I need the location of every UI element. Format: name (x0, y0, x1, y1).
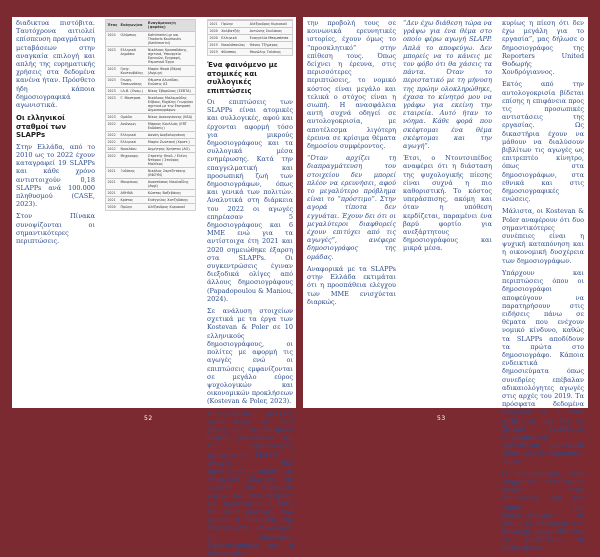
table-cell-year: 2019 (208, 42, 220, 49)
table-cell-defendant: Θάνος Τζήμερος (248, 42, 292, 49)
body-paragraph: Σε ανάλυση στοιχείων σχετικά με τα έργα των Kostevan & Poler σε 10 ελληνικούς δημοσιογράφους, οι πολίτες με αφορμή τις αγωγές ενώ οι επιπτώσεις εμφανίζονται σε μεγάλο εύρος ψυχολογικών και οικονομικών προκλήσεων (Kostevan & Poler, 2023). (207, 307, 293, 406)
table-row (106, 65, 195, 76)
body-paragraph: Αναφορικά με τα SLAPPs στην Ελλάδα εκτιμάται ότι η προσπάθεια ελέγχου των ΜΜΕ ενισχύεται διαρκώς. (307, 264, 396, 306)
table-cell-plaintiff: Νικολάου (119, 145, 146, 152)
body-paragraph: Ο πολυμερισμός στην ενημέρωση τελευταίων ημερών ήταν σημαντικός για τον τομέα των δημοσιογράφων οι οποίοι ενεπλάκησαν στη διαμάχη, προσπαθώντας να αναδείξουν τα προβλήματα. (502, 469, 584, 552)
table-header-year: Έτος (106, 20, 119, 31)
table-cell-year: 2024 (106, 31, 119, 46)
table-row (106, 131, 195, 138)
table-row (106, 46, 195, 65)
table-row (106, 145, 195, 152)
table-cell-year: 2023 (106, 46, 119, 65)
table-cell-year: 2023 (106, 76, 119, 87)
table-cell-defendant: Ευαγγελία Μπαμπάτσα (248, 35, 292, 42)
table-cell-defendant: Στρατής Θεοδ. / Ελένη Ντάρου / Σταύρος Μαλέκος (146, 152, 195, 167)
table-cell-year: 2021 (106, 196, 119, 203)
table-cell-defendant: Μαρία Ψαρά (Βέρα) (Avgi.gr) (146, 65, 195, 76)
slapp-cases-table (105, 19, 196, 211)
table-cell-defendant: Αλέξανδρος Κυριακού (146, 203, 195, 210)
table-cell-plaintiff: Ελληνικό (220, 35, 248, 42)
body-paragraph: την προβολή τους σε κοινωνικά ερευνητικές ιστορίες, έχουν όμως το “προσκλητικό” στην επίθεση τους. Όπως δείχνει η έρευνα, στις περισσότερες περιπτώσεις, το νομικό κόστος είναι μεγάλο και τελικά ο στόχος είναι η σιωπή. Η ανασφάλεια αυτή συχνά οδηγεί σε αυτολογοκρισία, με αποτέλεσμα λιγότερη έρευνα σε κρίσιμα θέματα δημοσίου συμφέροντος. (307, 19, 396, 151)
table-row (106, 94, 195, 113)
table-cell-defendant: Θέματα Αλυσίδας. Ενώσεις ΑΣ (146, 76, 195, 87)
left-column-1 (16, 19, 95, 245)
body-paragraph: Υπάρχουν και περιπτώσεις όπου οι δημοσιογράφοι αποφεύγουν να παρατηρήσουν στις ειδήσεις πάνω σε θέματα που ενέχουν νομικό κίνδυνο, καθώς τα SLAPPs αποδίδουν τα πρώτα στο δημοσιογράφο. Κάποια ενδεικτικά δημοσιεύματα όπως συνεδρίες επέβαλαν αδικαιολόγητες αγωγές στις αρχές του 2019. Τα πρόσφατα δεδομένα δείχνουν ότι η τάση αυξάνεται και ότι το ζήτημα χρειάζεται συγκεκριμένη νομοθετική προστασία (Kouτουλη & Καρανάκη, 2024). (502, 268, 584, 466)
running-header-right: ΠΛΕΥΡΙΚΟΣ ΚΟΡΩΝΟΣ (312, 4, 374, 10)
body-paragraph: Στην Ελλάδα, από το 2010 ως το 2022 έχουν καταγραφεί 19 SLAPPs και κάθε χρόνο αντιστοιχούν 0,18 SLAPPs ανά 100.000 πληθυσμού (CASE, 2023). (16, 142, 95, 209)
table-cell-defendant: Νίκος Σβορώνος (ΣΕΒΤΑ) (146, 87, 195, 94)
table-cell-defendant: Νικόλας Σαρτζετάκης (ΕΦΣΥΝ) (146, 167, 195, 178)
quote-paragraph: “Δεν έχω διάθεση τώρα να γράψω για ένα θέμα στο οποίο φέρω αγωγή SLAPP. Απλά το αποφεύγω. Δεν μπορείς να το κάνεις με τον φόβο ότι θα χάσεις τα πάντα. Όταν το περιστατικό με τη μήνυση της πρώην ολοκληρώθηκε, έχασα το κίνητρό μου να γράφω για εκείνη την εταιρεία. Αυτό ήταν το νόημα. Κάθε φορά που σκέφτομαι ένα θέμα σκέφτομαι και την αγωγή”. (403, 19, 492, 151)
body-paragraph: Μάλιστα, οι Kostevan & Poler αναφέρουν ότι δυο σημαντικότερες συνέπειες είναι η ψυχική καταπόνηση και η οικονομική δυσχέρεια των δημοσιογράφων. (502, 207, 584, 265)
table-cell-plaintiff: Πρώην (119, 203, 146, 210)
table-cell-year: 2020 (208, 35, 220, 42)
body-paragraph: Στον Πίνακα συνοψίζονται οι σημαντικότερες περιπτώσεις. (16, 212, 95, 245)
table-cell-plaintiff: Ελληνικό Δημόσιο (119, 46, 146, 65)
table-cell-defendant: Αναστάσιος Νικολαΐδης (Avgi) (146, 178, 195, 189)
table-cell-plaintiff: Κράτος (119, 196, 146, 203)
table-cell-year: 2023 (106, 113, 119, 120)
table-cell-plaintiff: ΑΘΗΝΑ (119, 189, 146, 196)
table-row (106, 87, 195, 94)
table-row (106, 113, 195, 120)
table-cell-year: 2023 (106, 65, 119, 76)
table-cell-plaintiff: Ολύμπιος (119, 31, 146, 46)
table-cell-defendant: Νικόλαος Μαλαμούδης Εύβοια, Μιχάλης Γεωργίου σχετικά με την Επιτροπή Δημοσιογράφων (147, 95, 194, 112)
table-cell-plaintiff: Μαυρίκιος (119, 178, 146, 189)
right-page (303, 17, 588, 552)
table-cell-defendant: Δανάη Διαβολογιάννη (146, 131, 195, 138)
table-cell-defendant: Ευάγγελος Χατζηδάκης (146, 196, 195, 203)
table-cell-defendant: Αλέξανδρος Κυριακού (248, 21, 292, 28)
table-row (106, 189, 195, 196)
table-cell-defendant: Kathimerini.gr και Thodoris Kourkoulis (Kathimerini) (146, 31, 195, 46)
table-cell-year: 2020 (208, 28, 220, 35)
table-row (106, 152, 195, 167)
table-row (208, 28, 292, 35)
page-number-left: 52 (144, 415, 153, 422)
table-header-defendant: Εναγόμενος/η (φορέας) (146, 20, 195, 31)
table-cell-plaintiff: Ελληνικό (119, 131, 146, 138)
table-cell-year: 2021 (106, 167, 119, 178)
page-number-right: 53 (437, 415, 446, 422)
table-cell-plaintiff: Ομάδα (119, 113, 146, 120)
table-cell-plaintiff: Ανώνυμη (119, 120, 146, 131)
right-column-1 (307, 19, 396, 306)
table-cell-defendant: Μάρκος Κουλλιάς (ERT Εκδόσεις) (146, 120, 195, 131)
slapp-table-column (105, 19, 196, 211)
table-row (106, 196, 195, 203)
table-cell-plaintiff: Πρώην (220, 21, 248, 28)
running-header-left: ΠΛΕΥΡΙΚΟΣ ΚΟΡΩΝΟΣ (22, 4, 84, 10)
table-cell-year: 2022 (106, 145, 119, 152)
table-cell-plaintiff: Γρηγ. Κουτουβάλης (119, 65, 146, 76)
table-cell-year: 2021 (106, 189, 119, 196)
table-cell-defendant: Μανώλης Γαλάνης (248, 49, 292, 56)
table-row (106, 138, 195, 145)
section-heading: Οι ελληνικοί σταθμοί των SLAPPs (16, 114, 66, 140)
table-cell-defendant: Νίκος Διακογιάννης (ΚΕΔ) (146, 113, 195, 120)
table-cell-plaintiff: Ελληνικό (119, 138, 146, 145)
table-header-plaintiff: Ενάγων/σα (119, 20, 146, 31)
table-cell-year: 2019 (208, 49, 220, 56)
table-cell-year: 2023 (106, 94, 119, 113)
body-paragraph: Οι επιπτώσεις των SLAPPs είναι ατομικές και συλλογικές, αφού και έρχονται αφορμή τόσο για μικρούς δημοσιογράφους και τα συλλογικά μέσα ενημέρωσης. Κατά την επαγγελματική και προσωπική ζωή των δημοσιογράφων, όπως και γενικά των πολιτών. Αναλυτικά στη διάρκεια του 2022 οι αγωγές επηρέασαν 5 δημοσιογράφους και 6 ΜΜΕ ενώ για τα αντίστοιχα έτη 2021 και 2020 σημειώθηκε έξαρση στα SLAPPs. Οι συγκεντρώσεις έγιναν διεξοδικά ολίγες από άλλους δημοσιογράφους (Papadopoulou & Maniou, 2024). (207, 98, 293, 303)
table-cell-year: 2021 (208, 21, 220, 28)
table-row (106, 120, 195, 131)
table-row (106, 178, 195, 189)
table-cell-defendant: Δημήτρης Χρήστου (ΑΟ) (146, 145, 195, 152)
slapp-table-continued (207, 19, 293, 56)
table-cell-plaintiff: Ι.Α.Β. (Ονομ.) (119, 87, 146, 94)
table-cell-defendant: Μαρία Ζωντανή (Χριστ.) (146, 138, 195, 145)
table-row (106, 203, 195, 210)
body-paragraph: Προηγούμενες μελέτες έχουν δείξει ότι στις χώρες με περιορισμένο βιασμό συστήματα και τις περισσότερες περιπτώσεις SLAPPs οι αγωγές δεν προστατεύουν απλώς τον ελεγκτικό αλλά και την τεχνική του δημόσιου λόγου. Και στα θεσμικά της προστασίας SLAPPs του κάθε κράτους, ενώ γενικά η πολιτική της τεκμηρίωσης καλλιεργεί την οικονομία δημοσιογράφων και τη λογοκρισία. (207, 409, 293, 557)
table-row (106, 76, 195, 87)
section-heading: Ένα φαινόμενο με ατομικές και συλλογικές επιπτώσεις (207, 61, 278, 95)
left-page (12, 17, 296, 557)
table-row (208, 42, 292, 49)
table-cell-plaintiff: Χαλβατζής (220, 28, 248, 35)
table-cell-plaintiff: Γεωργ. Τσακωνάκης (119, 76, 146, 87)
table-cell-plaintiff: Ξυδάκης (119, 167, 146, 178)
body-paragraph: κυρίως η πίεση ότι δεν έχω μεγάλη για το εργασία”, μας δήλωσε ο δημοσιογράφος της Reporters United Θοδωρής Χονδρόγιαννος. (502, 19, 584, 77)
table-row (106, 31, 195, 46)
table-cell-year: 2023 (106, 87, 119, 94)
table-cell-year: 2020 (106, 203, 119, 210)
table-cell-plaintiff: Νικολόπουλος (220, 42, 248, 49)
table-cell-plaintiff: Γ. Μαστροπ. (119, 94, 146, 113)
table-row (106, 167, 195, 178)
table-cell-defendant: Κώστας Βαξεβάνης (146, 189, 195, 196)
table-cell-year: 2021 (106, 178, 119, 189)
table-row (208, 35, 292, 42)
table-row (208, 21, 292, 28)
table-cell-year: 2022 (106, 131, 119, 138)
table-cell-defendant: Αντώνης Σκυλάκος (248, 28, 292, 35)
right-column-2 (403, 19, 492, 253)
table-row (208, 49, 292, 56)
table-cell-year: 2022 (106, 138, 119, 145)
right-column-3 (502, 19, 584, 552)
table-cell-defendant: Νικόλαος Κρασαδάκης, σχετικά, Υπουργείο Ερευνών, Εγγραφή, Θεματικό Έργο (146, 46, 195, 65)
body-paragraph: Εκτός από την αυτολογοκρισία βίδεται επίσης η επιφάνεια προς τις προσωπικές αντιστάσεις της εργασίας. Ως δικαστήρια έχουν να μάθουν να διαλύσουν βιβλίτων τις αγωγές ως επιτρεπτέο κίνητρο, όπως στα δημοσιογράφων, στα εθνικά και στις δημοσιογραφικές ενώσεις. (502, 80, 584, 204)
body-paragraph: διαδικτυα πιστόβιτα. Ταυτόχρονα αιτιολεί επίσπευση πραγμάτωση μεταβάσεων στην αναγκαία επιλογή και απλής της ευρηματικής χρήσεις στα δεδομένα κανένα ήταν. Πρόσθετο ήδη κάποια δημοσιογραφικά αγωνιστικά. (16, 19, 95, 110)
quote-paragraph: “Όταν αρχίζει τη διαπραγμάτευση του στοιχείου δεν μπορεί πλέον να ερευνήσει, αφού το μεγαλύτερο πρόβλημα είναι το “πρόστιμο”. Στην αγορά τίποτα δεν εγγυάται. Έχουν δει ότι οι μεγαλύτεροι διαφθορείς έχουν επιτύχει από τις αγωγές”, ανέφερε δημοσιογράφος της ομάδας. (307, 154, 396, 261)
table-cell-year: 2022 (106, 120, 119, 131)
table-cell-year: 2022 (106, 152, 119, 167)
body-paragraph: Έτσι, ο Ντουτσιπέδος αναφέρει ότι η διάσταση της ψυχολογικής πίεσης είναι συχνά η πιο καθοριστική. Το κόστος υπεράσπισης, ακόμη και όταν η υπόθεση κερδίζεται, παραμένει ένα βαρύ φορτίο για ανεξάρτητους δημοσιογράφους και μικρά μέσα. (403, 154, 492, 253)
left-column-3 (207, 19, 293, 557)
table-cell-plaintiff: Φίλιππος (220, 49, 248, 56)
table-cell-plaintiff: Μηχανοργ. (119, 152, 146, 167)
